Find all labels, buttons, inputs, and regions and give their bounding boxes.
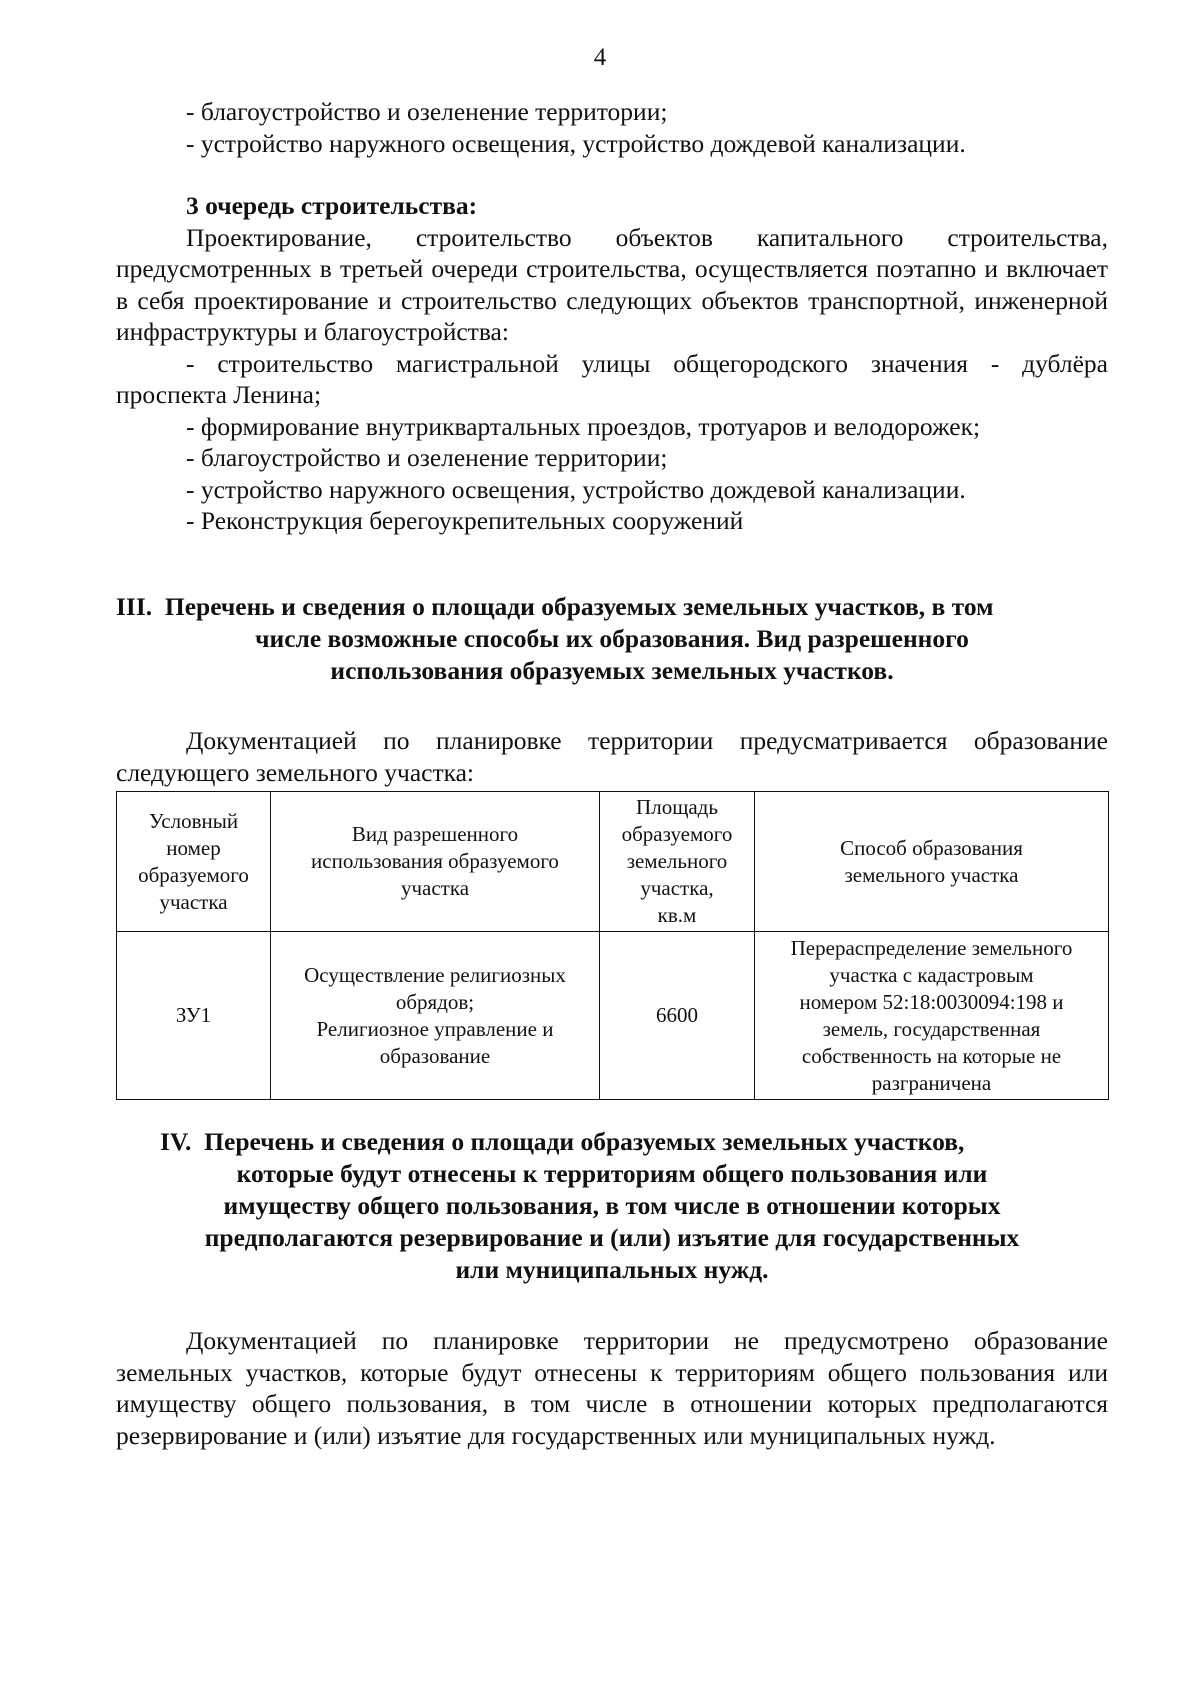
header-permitted-use: Вид разрешенного использования образуемого участка (271, 792, 600, 932)
section3-heading-line3: использования образуемых земельных участков. (330, 656, 894, 685)
section3-paragraph (116, 725, 1108, 788)
cell-formation-method: Перераспределение земельного участка с кадастровым номером 52:18:0030094:198 и земель, государственная собственность на которые не разграничена (755, 932, 1109, 1100)
stage2-list-tail (116, 96, 1108, 159)
section4-paragraph (116, 1325, 1108, 1451)
cell-plot-number: ЗУ1 (117, 932, 271, 1100)
list-item: - устройство наружного освещения, устройство дождевой канализации. (186, 474, 966, 504)
list-item-continuation: проспекта Ленина; (116, 380, 322, 409)
cell-permitted-use: Осуществление религиозных обрядов; Религиозное управление и образование (271, 932, 600, 1100)
section3-heading-line1: III. Перечень и сведения о площади образуемых земельных участков, в том (116, 592, 994, 621)
section4-heading-line4: предполагаются резервирование и (или) изъятие для государственных (204, 1223, 1020, 1252)
paragraph-line: Документацией по планировке территории предусматривается образование (186, 726, 1108, 755)
list-item: - строительство магистральной улицы общегородского значения - дублёра (186, 348, 1108, 378)
section4-heading-line1: IV. Перечень и сведения о площади образуемых земельных участков, (160, 1127, 965, 1156)
header-plot-number: Условный номер образуемого участка (117, 792, 271, 932)
section4-paragraph-text: Документацией по планировке территории не предусмотрено образование земельных участков, которые будут отнесены к территориям общего пользования или имуществу общего пользования, в том числе в отношении которых предполагаются резервирование и (или) изъятие для государственных или муниципальных нужд. (116, 1326, 1108, 1450)
table-header-row (117, 792, 1109, 932)
land-plots-table (116, 791, 1109, 1100)
stage3-section (116, 190, 1108, 537)
header-formation-method: Способ образования земельного участка (755, 792, 1109, 932)
section3-heading-line2: числе возможные способы их образования. Вид разрешенного (255, 624, 969, 653)
stage3-intro: Проектирование, строительство объектов капитального строительства, предусмотренных в третьей очереди строительства, осуществляется поэтапно и включает в себя проектирование и строительство следующих объектов транспортной, инженерной инфраструктуры и благоустройства: (116, 222, 1108, 346)
section4-heading-line2: которые будут отнесены к территориям общего пользования или (236, 1159, 988, 1188)
stage3-title: 3 очередь строительства: (186, 191, 478, 220)
list-item: - благоустройство и озеленение территории; (186, 97, 668, 126)
page-number: 4 (593, 44, 607, 71)
table-row (117, 932, 1109, 1100)
section4-heading-line5: или муниципальных нужд. (455, 1255, 769, 1284)
list-item: - Реконструкция берегоукрепительных сооружений (186, 506, 744, 535)
paragraph-line: следующего земельного участка: (116, 757, 475, 787)
list-item: - благоустройство и озеленение территории; (186, 443, 668, 472)
section4-heading-line3: имуществу общего пользования, в том числе в отношении которых (223, 1191, 1001, 1220)
list-item: - устройство наружного освещения, устройство дождевой канализации. (186, 128, 966, 158)
header-area: Площадь образуемого земельного участка, кв.м (600, 792, 755, 932)
cell-area: 6600 (600, 932, 755, 1100)
list-item: - формирование внутриквартальных проездов, тротуаров и велодорожек; (186, 411, 981, 441)
